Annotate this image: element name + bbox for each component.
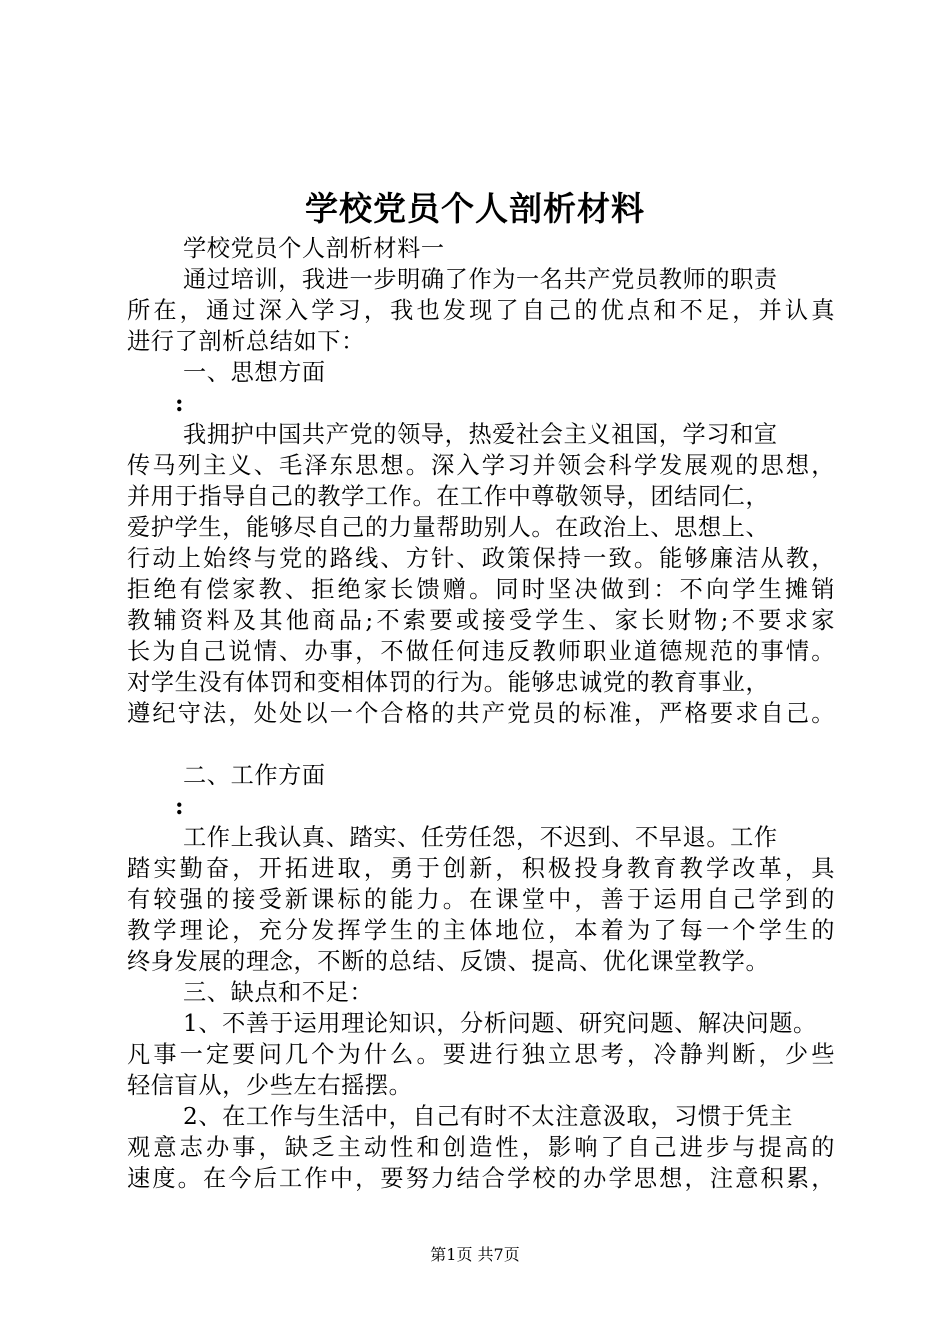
paragraph-line: 工作上我认真、踏实、任劳任怨，不迟到、不早退。工作: [183, 824, 778, 851]
paragraph-spacer: [127, 729, 835, 760]
paragraph-line: 爱护学生，能够尽自己的力量帮助别人。在政治上、思想上、: [127, 514, 770, 541]
section-heading: 一、思想方面: [183, 359, 326, 386]
paragraph-line: 教辅资料及其他商品;不索要或接受学生、家长财物;不要求家: [127, 607, 835, 634]
paragraph-line: 进行了剖析总结如下：: [127, 328, 365, 355]
colon-line: :: [175, 390, 185, 417]
paragraph-line: 对学生没有体罚和变相体罚的行为。能够忠诚党的教育事业，: [127, 669, 770, 696]
paragraph-line: 踏实勤奋，开拓进取，勇于创新，积极投身教育教学改革，具: [127, 855, 835, 882]
document-body: [127, 233, 835, 1194]
paragraph-line: 教学理论，充分发挥学生的主体地位，本着为了每一个学生的: [127, 917, 835, 944]
paragraph-line: 所在，通过深入学习，我也发现了自己的优点和不足，并认真: [127, 297, 835, 324]
list-item-line: 1、不善于运用理论知识，分析问题、研究问题、解决问题。: [183, 1010, 817, 1037]
paragraph-line: 有较强的接受新课标的能力。在课堂中，善于运用自己学到的: [127, 886, 835, 913]
paragraph-line: 传马列主义、毛泽东思想。深入学习并领会科学发展观的思想，: [127, 452, 835, 479]
paragraph-line: 长为自己说情、办事，不做任何违反教师职业道德规范的事情。: [127, 638, 835, 665]
document-title: 学校党员个人剖析材料: [305, 189, 645, 228]
section-heading: 二、工作方面: [183, 762, 326, 789]
list-item-line: 2、在工作与生活中，自己有时不太注意汲取，习惯于凭主: [183, 1103, 794, 1130]
colon-line: :: [175, 793, 185, 820]
page-indicator: 第1页 共7页: [430, 1245, 520, 1264]
subtitle-line: 学校党员个人剖析材料一: [183, 235, 445, 262]
paragraph-line: 并用于指导自己的教学工作。在工作中尊敬领导，团结同仁，: [127, 483, 770, 510]
paragraph-line: 我拥护中国共产党的领导，热爱社会主义祖国，学习和宣: [183, 421, 778, 448]
paragraph-line: 观意志办事，缺乏主动性和创造性，影响了自己进步与提高的: [127, 1134, 835, 1161]
paragraph-line: 速度。在今后工作中，要努力结合学校的办学思想，注意积累，: [127, 1165, 835, 1192]
paragraph-line: 通过培训，我进一步明确了作为一名共产党员教师的职责: [183, 266, 778, 293]
paragraph-line: 终身发展的理念，不断的总结、反馈、提高、优化课堂教学。: [127, 948, 770, 975]
paragraph-line: 遵纪守法，处处以一个合格的共产党员的标准，严格要求自己。: [127, 700, 835, 727]
paragraph-line: 行动上始终与党的路线、方针、政策保持一致。能够廉洁从教，: [127, 545, 835, 572]
section-heading: 三、缺点和不足：: [183, 979, 374, 1006]
paragraph-line: 轻信盲从，少些左右摇摆。: [127, 1072, 413, 1099]
paragraph-line: 拒绝有偿家教、拒绝家长馈赠。同时坚决做到：不向学生摊销: [127, 576, 835, 603]
paragraph-line: 凡事一定要问几个为什么。要进行独立思考，冷静判断，少些: [127, 1041, 835, 1068]
